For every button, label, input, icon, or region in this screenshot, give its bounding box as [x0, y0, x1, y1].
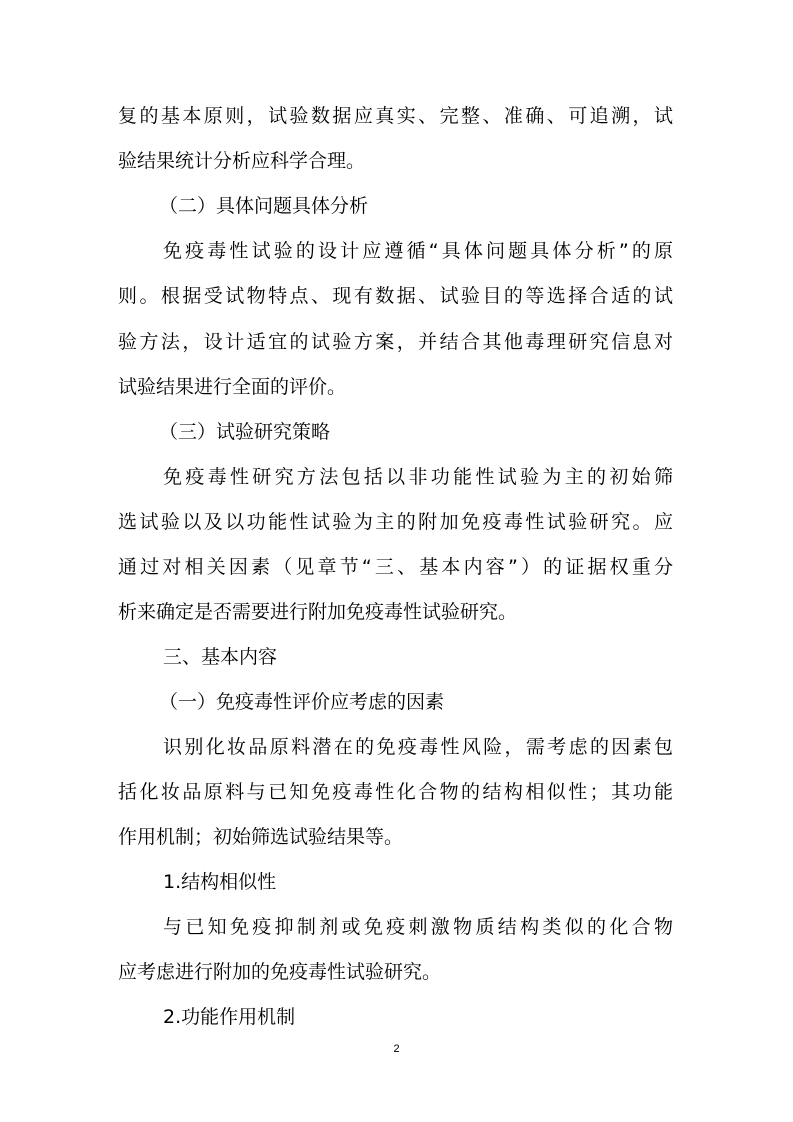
paragraph-line: 析来确定是否需要进行附加免疫毒性试验研究。 [118, 601, 518, 623]
paragraph-line: 免疫毒性试验的设计应遵循“具体问题具体分析”的原 [163, 240, 673, 262]
subsection-heading: 2.功能作用机制 [163, 1006, 296, 1028]
paragraph-line: 与已知免疫抑制剂或免疫刺激物质结构类似的化合物 [163, 916, 673, 938]
subsection-heading: 1.结构相似性 [163, 871, 277, 893]
paragraph-line: 作用机制；初始筛选试验结果等。 [118, 826, 404, 848]
paragraph-line: 通过对相关因素（见章节“三、基本内容”）的证据权重分 [118, 556, 673, 578]
paragraph-line: 括化妆品原料与已知免疫毒性化合物的结构相似性；其功能 [118, 781, 673, 803]
paragraph-line: 选试验以及以功能性试验为主的附加免疫毒性试验研究。应 [118, 511, 673, 533]
paragraph-line: 则。根据受试物特点、现有数据、试验目的等选择合适的试 [118, 285, 673, 307]
chapter-heading: 三、基本内容 [163, 646, 278, 668]
page-number: 2 [393, 1043, 400, 1055]
paragraph-line: 免疫毒性研究方法包括以非功能性试验为主的初始筛 [163, 466, 673, 488]
paragraph-line: 验方法，设计适宜的试验方案，并结合其他毒理研究信息对 [118, 331, 673, 353]
paragraph-line: 复的基本原则，试验数据应真实、完整、准确、可追溯，试 [118, 105, 673, 127]
section-heading: （三）试验研究策略 [159, 421, 331, 443]
paragraph-line: 应考虑进行附加的免疫毒性试验研究。 [118, 961, 442, 983]
section-heading: （二）具体问题具体分析 [159, 195, 369, 217]
paragraph-line: 试验结果进行全面的评价。 [118, 376, 347, 398]
section-heading: （一）免疫毒性评价应考虑的因素 [159, 691, 445, 713]
paragraph-line: 识别化妆品原料潜在的免疫毒性风险，需考虑的因素包 [163, 736, 673, 758]
paragraph-line: 验结果统计分析应科学合理。 [118, 150, 366, 172]
